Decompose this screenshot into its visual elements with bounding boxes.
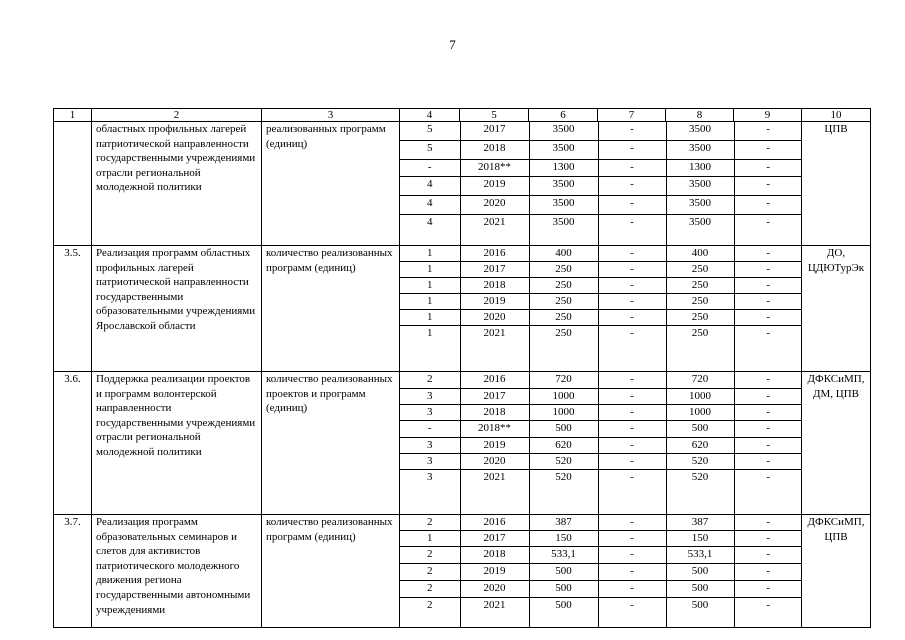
col-amount: 400 [529,246,598,262]
page-number: 7 [449,37,456,52]
value-row [400,372,802,389]
col-other: - [734,470,802,515]
header-cell: 1 [54,109,92,122]
col-total: 3500 [666,177,734,196]
col-value: 3 [427,471,433,483]
value-row [400,454,802,470]
col-year: 2017 [460,262,529,278]
value-row [400,177,802,196]
value-row [400,122,802,141]
col-amount: 620 [529,438,598,454]
header-cell: 10 [802,109,871,122]
col-extra: - [598,177,666,196]
value-row [400,294,802,310]
col-total: 3500 [666,196,734,215]
col-extra: - [598,278,666,294]
values-cell [400,122,802,246]
col-total: 250 [666,278,734,294]
col-year: 2020 [460,310,529,326]
col-other: - [734,196,802,215]
col-amount: 250 [529,278,598,294]
item-indicator: количество реализованных программ (единиц) [262,515,400,628]
col-total: 520 [666,454,734,470]
col-extra: - [598,122,666,141]
col-value: 1 [400,262,460,278]
col-other: - [734,454,802,470]
item-number [54,122,92,246]
section-row [54,122,871,246]
item-number: 3.7. [54,515,92,628]
col-year: 2018** [460,160,529,177]
col-amount: 3500 [529,177,598,196]
col-total: 500 [666,564,734,581]
values-cell [400,372,802,515]
value-row [400,598,802,628]
value-row [400,515,802,531]
item-number: 3.6. [54,372,92,515]
col-total: 250 [666,262,734,278]
col-other: - [734,531,802,547]
item-responsible: ЦПВ [802,122,871,246]
value-row [400,531,802,547]
col-value: 1 [400,278,460,294]
header-cell: 7 [598,109,666,122]
col-total: 533,1 [666,547,734,564]
col-value: 3 [400,454,460,470]
col-amount: 500 [529,564,598,581]
item-indicator: количество реализованных программ (единиц) [262,246,400,372]
col-year: 2019 [460,438,529,454]
item-number: 3.5. [54,246,92,372]
col-value: - [400,160,460,177]
col-year: 2017 [460,531,529,547]
col-extra: - [598,196,666,215]
col-total: 387 [666,515,734,531]
col-value: 4 [400,177,460,196]
col-value: 2 [400,515,460,531]
col-value: 5 [400,122,460,141]
col-total: 400 [666,246,734,262]
col-total: 500 [666,581,734,598]
col-other: - [734,177,802,196]
item-indicator: количество реализованных проектов и программ (единиц) [262,372,400,515]
col-year: 2018** [460,421,529,438]
col-extra: - [598,454,666,470]
col-value: 2 [400,581,460,598]
value-row [400,581,802,598]
value-row [400,141,802,160]
col-total: 500 [666,421,734,438]
item-responsible: ДФКСиМП, ЦПВ [802,515,871,628]
values-cell [400,246,802,372]
col-extra: - [598,246,666,262]
col-year: 2020 [460,454,529,470]
item-name: Поддержка реализации проектов и программ волонтерской направленности государственными учреждениями отрасли региональной молодежной политики [92,372,262,515]
value-row [400,196,802,215]
header-cell: 3 [262,109,400,122]
col-total: 500 [666,598,734,628]
item-indicator: реализованных программ (единиц) [262,122,400,246]
header-cell: 4 [400,109,460,122]
col-value: 1 [400,531,460,547]
col-amount: 520 [529,454,598,470]
col-total: 3500 [666,122,734,141]
col-amount: 3500 [529,122,598,141]
value-row [400,246,802,262]
col-other: - [734,515,802,531]
col-value: - [400,421,460,438]
header-cell: 9 [734,109,802,122]
value-row [400,326,802,372]
col-extra: - [598,310,666,326]
col-extra: - [598,515,666,531]
col-value: 2 [400,372,460,389]
col-other: - [734,547,802,564]
col-amount: 500 [529,598,598,628]
col-value: 3 [400,389,460,405]
col-total: 1000 [666,389,734,405]
col-value: 2 [427,599,433,611]
col-other: - [734,160,802,177]
col-other: - [734,564,802,581]
value-row [400,262,802,278]
item-name: Реализация программ образовательных семинаров и слетов для активистов патриотического молодежного движения региона государственными автономными учреждениями [92,515,262,628]
value-row [400,389,802,405]
section-row [54,372,871,515]
value-row [400,564,802,581]
col-year: 2016 [460,515,529,531]
col-value: 1 [427,327,433,339]
value-row [400,405,802,421]
col-value: 1 [400,310,460,326]
col-other: - [734,215,802,246]
col-amount: 1300 [529,160,598,177]
value-row [400,470,802,515]
col-year: 2019 [460,177,529,196]
item-name: Реализация программ областных профильных лагерей патриотической направленности государственными образовательными учреждениями Ярославской области [92,246,262,372]
col-amount: 250 [529,326,598,372]
col-extra: - [598,438,666,454]
col-extra: - [598,531,666,547]
col-total: 1000 [666,405,734,421]
item-responsible: ДО, ЦДЮТурЭк [802,246,871,372]
col-amount: 533,1 [529,547,598,564]
header-row [54,109,871,122]
col-extra: - [598,581,666,598]
col-total: 150 [666,531,734,547]
col-extra: - [598,405,666,421]
values-subtable [400,515,802,627]
col-other: - [734,598,802,628]
col-total: 720 [666,372,734,389]
values-subtable [400,122,802,245]
value-row [400,438,802,454]
col-amount: 250 [529,262,598,278]
values-subtable [400,246,802,371]
item-name: областных профильных лагерей патриотической направленности государственными учреждениями отрасли региональной молодежной политики [92,122,262,246]
col-other: - [734,278,802,294]
col-other: - [734,141,802,160]
col-value: 4 [427,216,433,228]
col-amount: 1000 [529,389,598,405]
col-other: - [734,438,802,454]
col-other: - [734,262,802,278]
col-total: 3500 [666,215,734,246]
col-value: 3 [400,438,460,454]
col-amount: 3500 [529,215,598,246]
col-year: 2020 [460,196,529,215]
col-other: - [734,122,802,141]
col-year: 2019 [460,294,529,310]
col-total: 1300 [666,160,734,177]
col-other: - [734,581,802,598]
col-total: 520 [666,470,734,515]
col-extra: - [598,470,666,515]
values-cell [400,515,802,628]
col-amount: 3500 [529,141,598,160]
col-other: - [734,310,802,326]
col-year: 2018 [460,278,529,294]
col-other: - [734,294,802,310]
item-responsible: ДФКСиМП, ДМ, ЦПВ [802,372,871,515]
section-row [54,515,871,628]
col-extra: - [598,294,666,310]
col-amount: 387 [529,515,598,531]
value-row [400,421,802,438]
col-year: 2020 [460,581,529,598]
value-row [400,310,802,326]
value-row [400,215,802,246]
col-other: - [734,389,802,405]
value-row [400,278,802,294]
col-value: 1 [400,294,460,310]
header-cell: 5 [460,109,529,122]
col-year: 2021 [460,598,529,628]
col-amount: 250 [529,310,598,326]
col-year: 2018 [460,547,529,564]
col-extra: - [598,564,666,581]
col-extra: - [598,262,666,278]
col-amount: 520 [529,470,598,515]
col-extra: - [598,389,666,405]
value-row [400,547,802,564]
col-value: 1 [400,246,460,262]
col-amount: 250 [529,294,598,310]
header-cell: 8 [666,109,734,122]
col-year: 2021 [460,470,529,515]
col-year: 2018 [460,141,529,160]
col-total: 250 [666,310,734,326]
col-value: 3 [400,405,460,421]
col-year: 2017 [460,122,529,141]
col-extra: - [598,160,666,177]
col-other: - [734,405,802,421]
col-year: 2019 [460,564,529,581]
col-year: 2016 [460,372,529,389]
col-value: 2 [400,547,460,564]
col-extra: - [598,598,666,628]
value-row [400,160,802,177]
col-year: 2018 [460,405,529,421]
col-amount: 1000 [529,405,598,421]
header-cell: 6 [529,109,598,122]
col-total: 3500 [666,141,734,160]
values-subtable [400,372,802,514]
col-amount: 3500 [529,196,598,215]
col-other: - [734,246,802,262]
header-cell: 2 [92,109,262,122]
col-total: 250 [666,294,734,310]
col-amount: 720 [529,372,598,389]
col-amount: 500 [529,421,598,438]
col-extra: - [598,215,666,246]
program-table [53,108,871,628]
col-extra: - [598,421,666,438]
col-other: - [734,326,802,372]
col-year: 2017 [460,389,529,405]
col-year: 2021 [460,215,529,246]
col-total: 620 [666,438,734,454]
col-value: 2 [400,564,460,581]
col-extra: - [598,372,666,389]
section-row [54,246,871,372]
col-other: - [734,372,802,389]
col-other: - [734,421,802,438]
col-year: 2016 [460,246,529,262]
col-amount: 150 [529,531,598,547]
col-extra: - [598,141,666,160]
col-year: 2021 [460,326,529,372]
col-amount: 500 [529,581,598,598]
col-extra: - [598,547,666,564]
col-total: 250 [666,326,734,372]
col-value: 5 [400,141,460,160]
col-extra: - [598,326,666,372]
col-value: 4 [400,196,460,215]
